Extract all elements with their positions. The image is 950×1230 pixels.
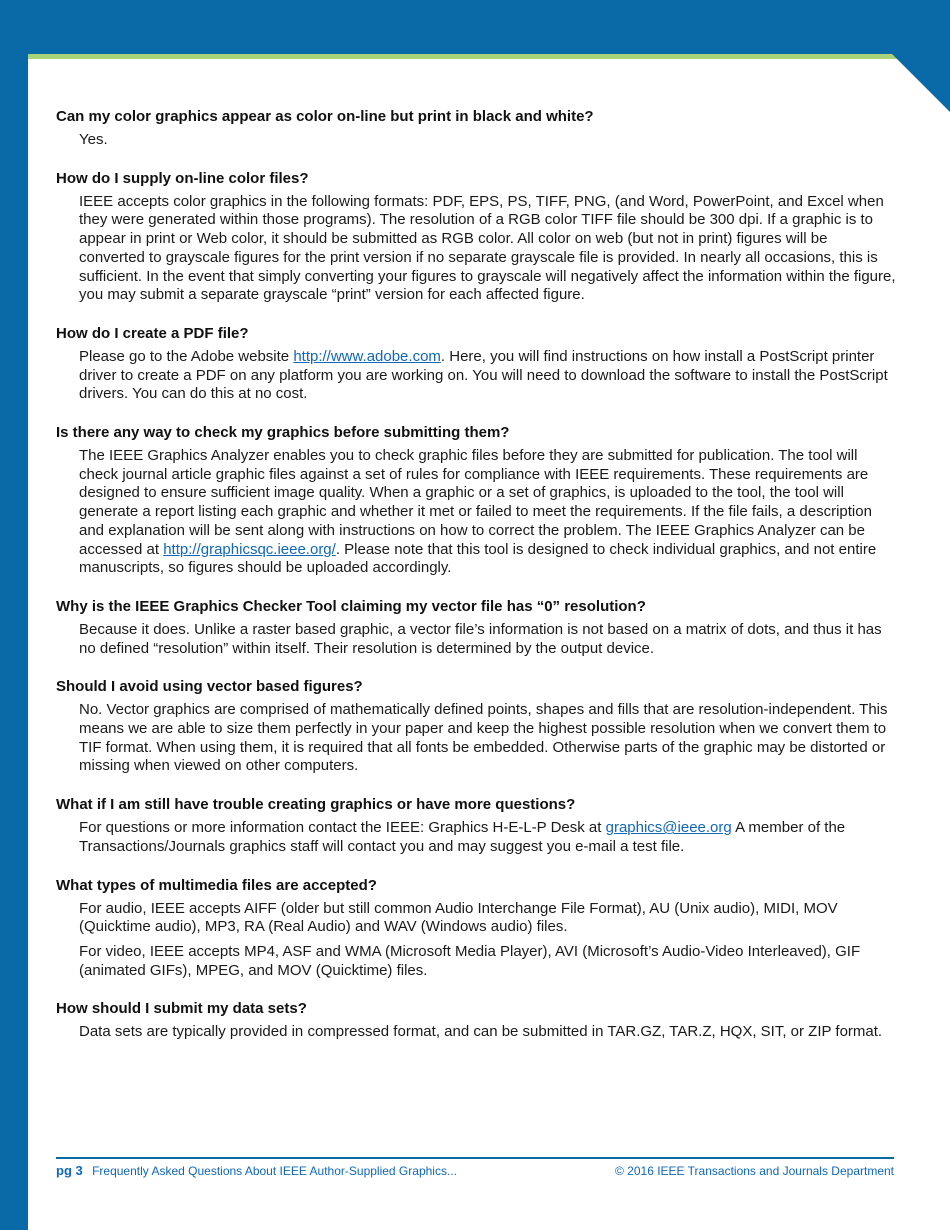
adobe-link[interactable]: http://www.adobe.com (293, 347, 441, 365)
accent-line (28, 54, 898, 59)
faq-question: Can my color graphics appear as color on-line but print in black and white? (56, 108, 594, 125)
faq-answer: No. Vector graphics are comprised of mathematically defined points, shapes and fills that are resolution-independent. This means we are able to size them perfectly in your paper and keep the highest possible resolution when we convert them to TIF format. When using them, it is required that all fonts be embedded. Otherwise parts of the graphic may be distorted or missing when viewed on other computers. (79, 701, 888, 775)
faq-item-more-questions (56, 795, 896, 856)
faq-answer: Data sets are typically provided in compressed format, and can be submitted in TAR.GZ, TAR.Z, HQX, SIT, or ZIP format. (79, 1023, 883, 1041)
answer-text: . Please note that this tool is designed to check individual graphics, and not entire manuscripts, so figures should be uploaded accordingly. (79, 540, 877, 577)
faq-question: Should I avoid using vector based figures? (56, 678, 363, 696)
faq-answer (79, 348, 896, 404)
faq-item-check-graphics (56, 423, 896, 578)
answer-text: For questions or more information contact the IEEE: Graphics H-E-L-P Desk at (79, 819, 606, 837)
page-frame-left (0, 0, 28, 1230)
faq-answer: Because it does. Unlike a raster based graphic, a vector file’s information is not based on a matrix of dots, and thus it has no defined “resolution” within itself. Their resolution is determined by the output device. (79, 620, 882, 657)
answer-text: . Here, you will find instructions on how install a PostScript printer driver to create a PDF on any platform you are working on. You will need to download the software to install the PostScript drivers. You can do this at no cost. (79, 347, 888, 403)
faq-content (56, 107, 896, 1061)
page-frame-top (0, 0, 950, 56)
faq-item-color-print (56, 107, 896, 150)
faq-question: What if I am still have trouble creating graphics or have more questions? (56, 796, 576, 814)
faq-answer-video: For video, IEEE accepts MP4, ASF and WMA (Microsoft Media Player), AVI (Microsoft’s Audio-Video Interleaved), GIF (animated GIFs), MPEG, and MOV (Quicktime) files. (79, 942, 861, 979)
faq-item-color-files (56, 169, 896, 305)
faq-answer-audio: For audio, IEEE accepts AIFF (older but still common Audio Interchange File Format), AU (Unix audio), MIDI, MOV (Quicktime audio), MP3, RA (Real Audio) and WAV (Windows audio) files. (79, 899, 838, 936)
faq-answer (79, 819, 896, 856)
faq-item-data-sets (56, 999, 896, 1042)
faq-item-multimedia (56, 876, 896, 981)
faq-question: How should I submit my data sets? (56, 1000, 307, 1018)
faq-answer: IEEE accepts color graphics in the following formats: PDF, EPS, PS, TIFF, PNG, (and Word, PowerPoint, and Excel when they were generated within those programs). The resolution of a RGB color TIFF file should be 300 dpi. If a graphic is to appear in print or Web color, it should be submitted as RGB color. All color on web (but not in print) figures will be converted to grayscale figures for the print version if no separate grayscale file is provided. In nearly all occasions, this is sufficient. In the event that simply converting your figures to grayscale will negatively affect the information within the figure, you may submit a separate grayscale “print” version for each affected figure. (79, 192, 896, 304)
corner-decoration (892, 0, 950, 112)
footer-title: Frequently Asked Questions About IEEE Author-Supplied Graphics... (92, 1164, 457, 1178)
answer-text: The IEEE Graphics Analyzer enables you to check graphic files before they are submitted for publication. The tool will check journal article graphic files against a set of rules for compliance with IEEE requirements. These requirements are designed to ensure sufficient image quality. When a graphic or a set of graphics, is uploaded to the tool, the tool will generate a report listing each graphic and whether it met or failed to meet the requirements. If the file fails, a description and explanation will be sent along with instructions on how to correct the problem. The IEEE Graphics Analyzer can be accessed at (79, 447, 872, 558)
faq-question: Is there any way to check my graphics before submitting them? (56, 424, 510, 442)
page-footer (56, 1163, 894, 1179)
page-number: pg 3 (56, 1163, 83, 1178)
faq-item-zero-resolution (56, 597, 896, 658)
faq-answer (79, 447, 896, 578)
answer-text: Please go to the Adobe website (79, 347, 294, 365)
faq-question: How do I create a PDF file? (56, 324, 249, 342)
faq-question: What types of multimedia files are accepted? (56, 876, 377, 894)
graphics-analyzer-link[interactable]: http://graphicsqc.ieee.org/ (163, 540, 336, 558)
faq-question: How do I supply on-line color files? (56, 169, 309, 187)
faq-question: Why is the IEEE Graphics Checker Tool claiming my vector file has “0” resolution? (56, 597, 646, 615)
faq-answer: Yes. (79, 131, 108, 148)
answer-text: A member of the Transactions/Journals graphics staff will contact you and may suggest you e-mail a test file. (79, 819, 846, 855)
faq-item-vector-figures (56, 677, 896, 776)
footer-copyright: © 2016 IEEE Transactions and Journals Department (615, 1164, 894, 1178)
graphics-email-link[interactable]: graphics@ieee.org (605, 819, 732, 837)
faq-item-create-pdf (56, 324, 896, 404)
footer-rule (56, 1157, 894, 1159)
